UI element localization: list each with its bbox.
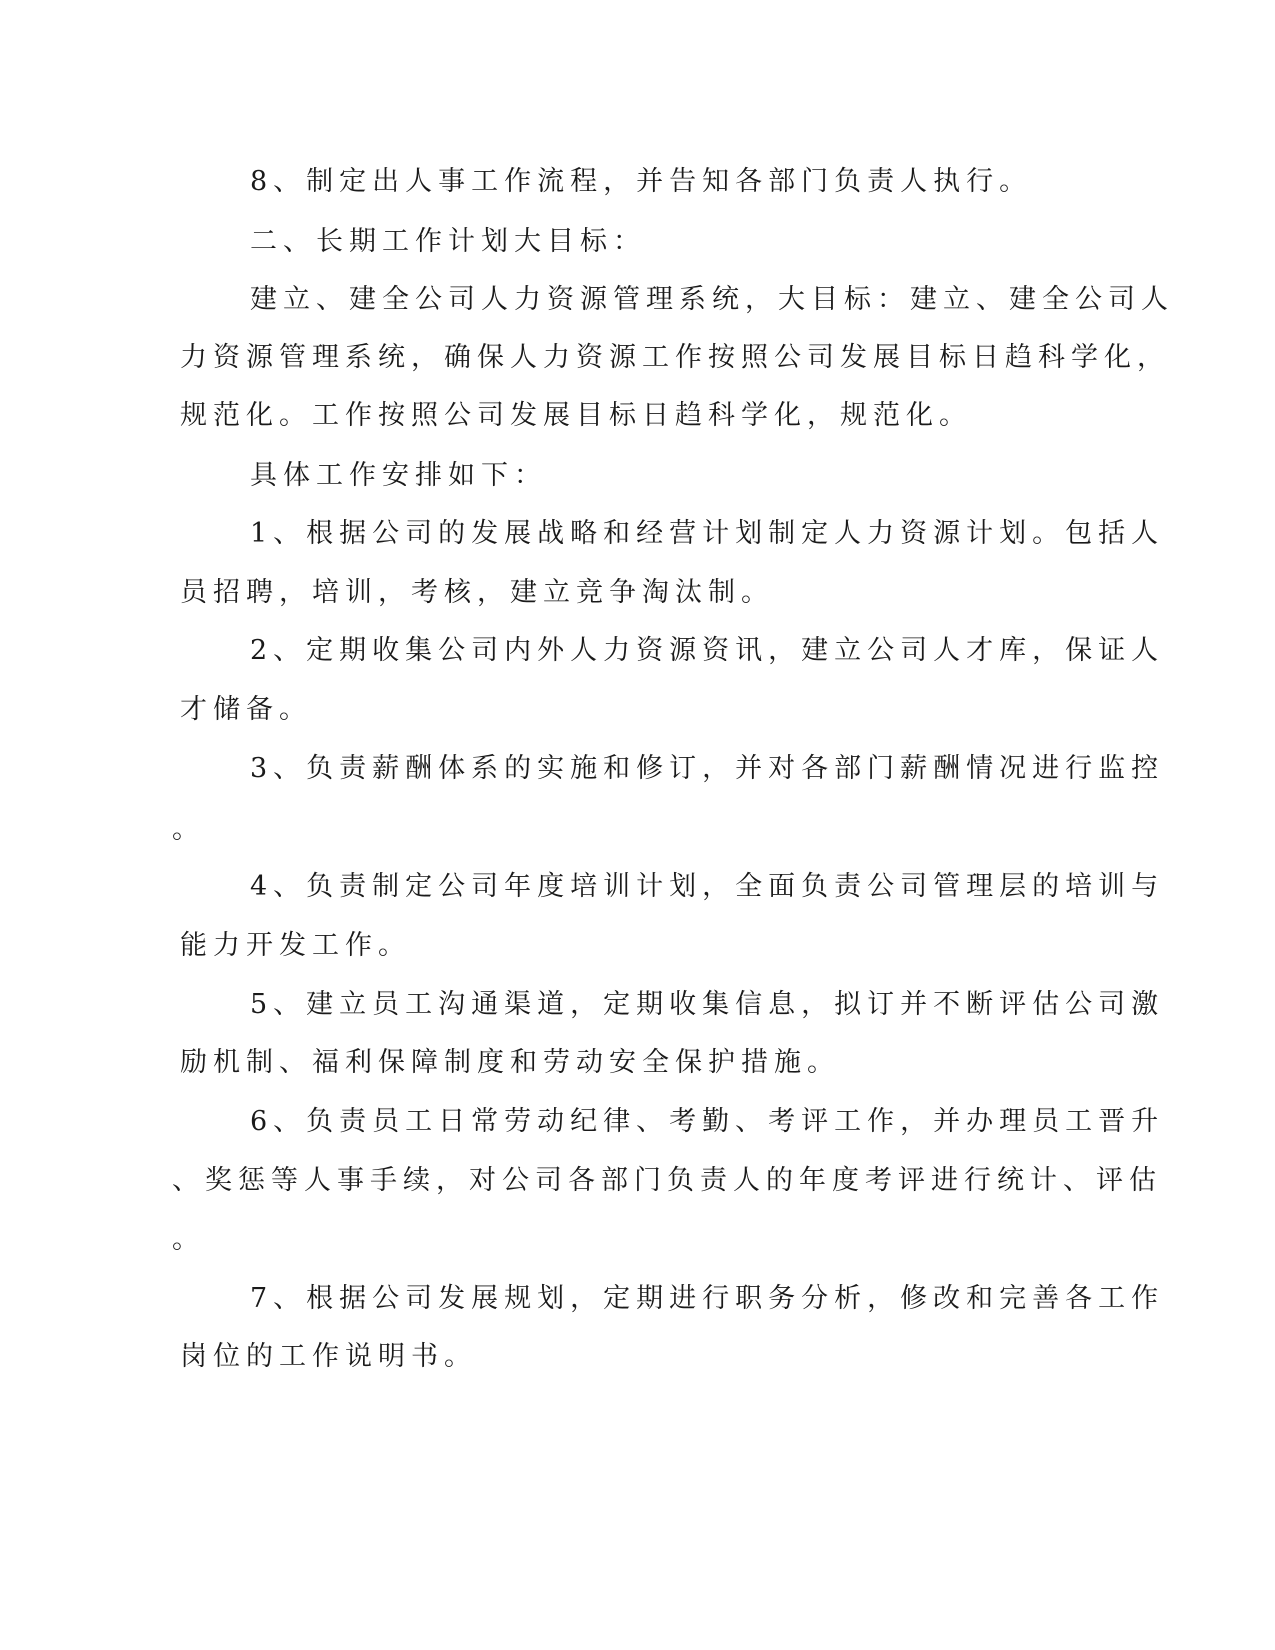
- text-line-arrangement-heading: 具体工作安排如下：: [250, 460, 547, 491]
- text-line: 岗位的工作说明书。: [180, 1341, 477, 1372]
- text-line: 力资源管理系统，确保人力资源工作按照公司发展目标日趋科学化，: [180, 342, 1170, 373]
- text-line: 励机制、福利保障制度和劳动安全保护措施。: [180, 1047, 840, 1078]
- text-line-item7: 7、根据公司发展规划，定期进行职务分析，修改和完善各工作: [250, 1283, 1165, 1314]
- text-line-item8: 8、制定出人事工作流程，并告知各部门负责人执行。: [250, 166, 1033, 197]
- text-line-item4: 4、负责制定公司年度培训计划，全面负责公司管理层的培训与: [250, 871, 1165, 902]
- text-line: 。: [172, 814, 205, 845]
- text-line-item3: 3、负责薪酬体系的实施和修订，并对各部门薪酬情况进行监控: [250, 753, 1165, 784]
- text-line-item2: 2、定期收集公司内外人力资源资讯，建立公司人才库，保证人: [250, 635, 1165, 666]
- text-line: 规范化。工作按照公司发展目标日趋科学化，规范化。: [180, 400, 972, 431]
- text-line: 、奖惩等人事手续，对公司各部门负责人的年度考评进行统计、评估: [172, 1165, 1162, 1196]
- text-line-item1: 1、根据公司的发展战略和经营计划制定人力资源计划。包括人: [250, 518, 1165, 549]
- section-heading-long-term-goals: 二、长期工作计划大目标：: [250, 226, 646, 257]
- text-line: 建立、建全公司人力资源管理系统，大目标：建立、建全公司人: [250, 284, 1174, 315]
- text-line-item5: 5、建立员工沟通渠道，定期收集信息，拟订并不断评估公司激: [250, 989, 1165, 1020]
- text-line: 能力开发工作。: [180, 930, 411, 961]
- text-line-item6: 6、负责员工日常劳动纪律、考勤、考评工作，并办理员工晋升: [250, 1106, 1165, 1137]
- text-line: 才储备。: [180, 694, 312, 725]
- text-line: 。: [172, 1224, 205, 1255]
- text-line: 员招聘，培训，考核，建立竞争淘汰制。: [180, 577, 774, 608]
